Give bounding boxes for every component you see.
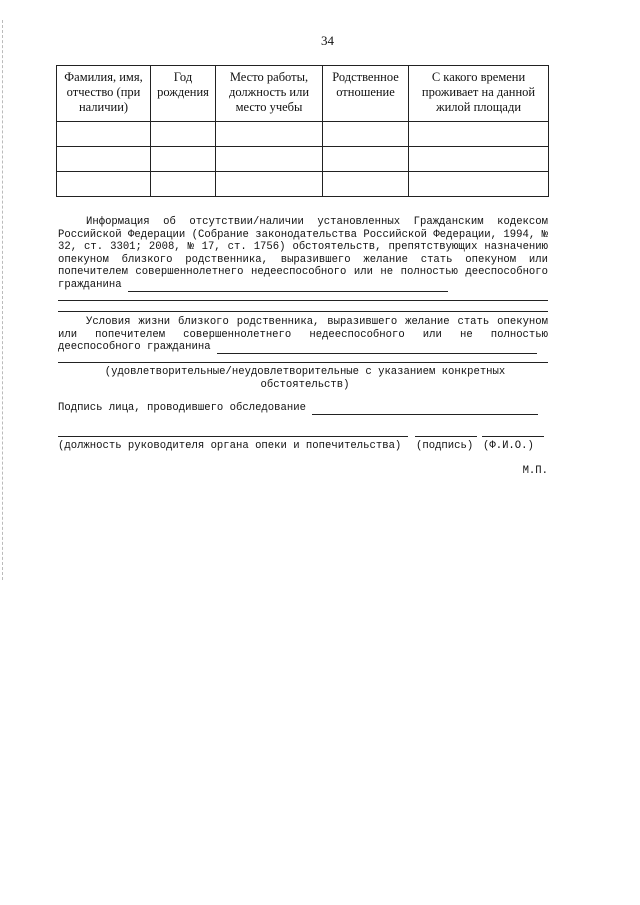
table-cell[interactable] — [323, 172, 409, 197]
header-full-name: Фамилия, имя, отчество (при наличии) — [57, 66, 151, 122]
info-fill-line[interactable] — [128, 281, 448, 292]
conditions-paragraph-text: Условия жизни близкого родственника, выразившего желание стать опекуном или попечителем совершеннолетнего недееспособного или не полностью дееспособного гражданина — [58, 316, 548, 354]
position-line[interactable] — [58, 436, 408, 437]
signature-line[interactable] — [415, 436, 477, 437]
table-cell[interactable] — [216, 122, 323, 147]
conditions-fill-line[interactable] — [217, 343, 537, 354]
table-cell[interactable] — [409, 147, 549, 172]
table-cell[interactable] — [216, 147, 323, 172]
conditions-hint: (удовлетворительные/неудовлетворительные с указанием конкретных обстоятельств) — [104, 366, 506, 391]
info-paragraph-text: Информация об отсутствии/наличии установленных Гражданским кодексом Российской Федерации (Собрание законодательства Российской Федерации, 1994, № 32, ст. 3301; 2008, № 17, ст. 1756) обстоятельств, препятствующих назначению опекуном близкого родственника, выразившего желание стать опекуном или попечителем совершеннолетнего недееспособного или не полностью дееспособного гражданина — [58, 216, 548, 291]
conditions-blank-line[interactable] — [58, 362, 548, 363]
header-workplace: Место работы, должность или место учебы — [216, 66, 323, 122]
table-cell[interactable] — [57, 172, 151, 197]
family-members-table — [56, 65, 549, 197]
info-blank-line[interactable] — [58, 300, 548, 301]
header-birth-year: Год рождения — [151, 66, 216, 122]
table-cell[interactable] — [409, 172, 549, 197]
table-cell[interactable] — [323, 147, 409, 172]
name-label: (Ф.И.О.) — [483, 440, 534, 452]
name-line[interactable] — [482, 436, 544, 437]
table-cell[interactable] — [409, 122, 549, 147]
position-label: (должность руководителя органа опеки и попечительства) — [58, 440, 402, 452]
inspector-signature-line[interactable] — [312, 404, 538, 415]
table-row — [57, 122, 549, 147]
table-cell[interactable] — [57, 147, 151, 172]
left-margin-scan-marks — [2, 20, 7, 580]
table-cell[interactable] — [151, 122, 216, 147]
inspector-signature-row — [58, 402, 548, 415]
page-number: 34 — [321, 33, 334, 48]
header-relation: Родственное отношение — [323, 66, 409, 122]
signature-label: (подпись) — [416, 440, 474, 452]
conditions-paragraph — [58, 316, 548, 354]
table-row — [57, 147, 549, 172]
table-header-row — [57, 66, 549, 122]
table-cell[interactable] — [151, 147, 216, 172]
header-residence-since: С какого времени проживает на данной жилой площади — [409, 66, 549, 122]
inspector-signature-label: Подпись лица, проводившего обследование — [58, 402, 306, 414]
info-paragraph — [58, 216, 548, 292]
info-blank-line[interactable] — [58, 311, 548, 312]
table-cell[interactable] — [57, 122, 151, 147]
table-row — [57, 172, 549, 197]
stamp-place: М.П. — [522, 465, 548, 477]
table-cell[interactable] — [323, 122, 409, 147]
table-cell[interactable] — [216, 172, 323, 197]
table-cell[interactable] — [151, 172, 216, 197]
